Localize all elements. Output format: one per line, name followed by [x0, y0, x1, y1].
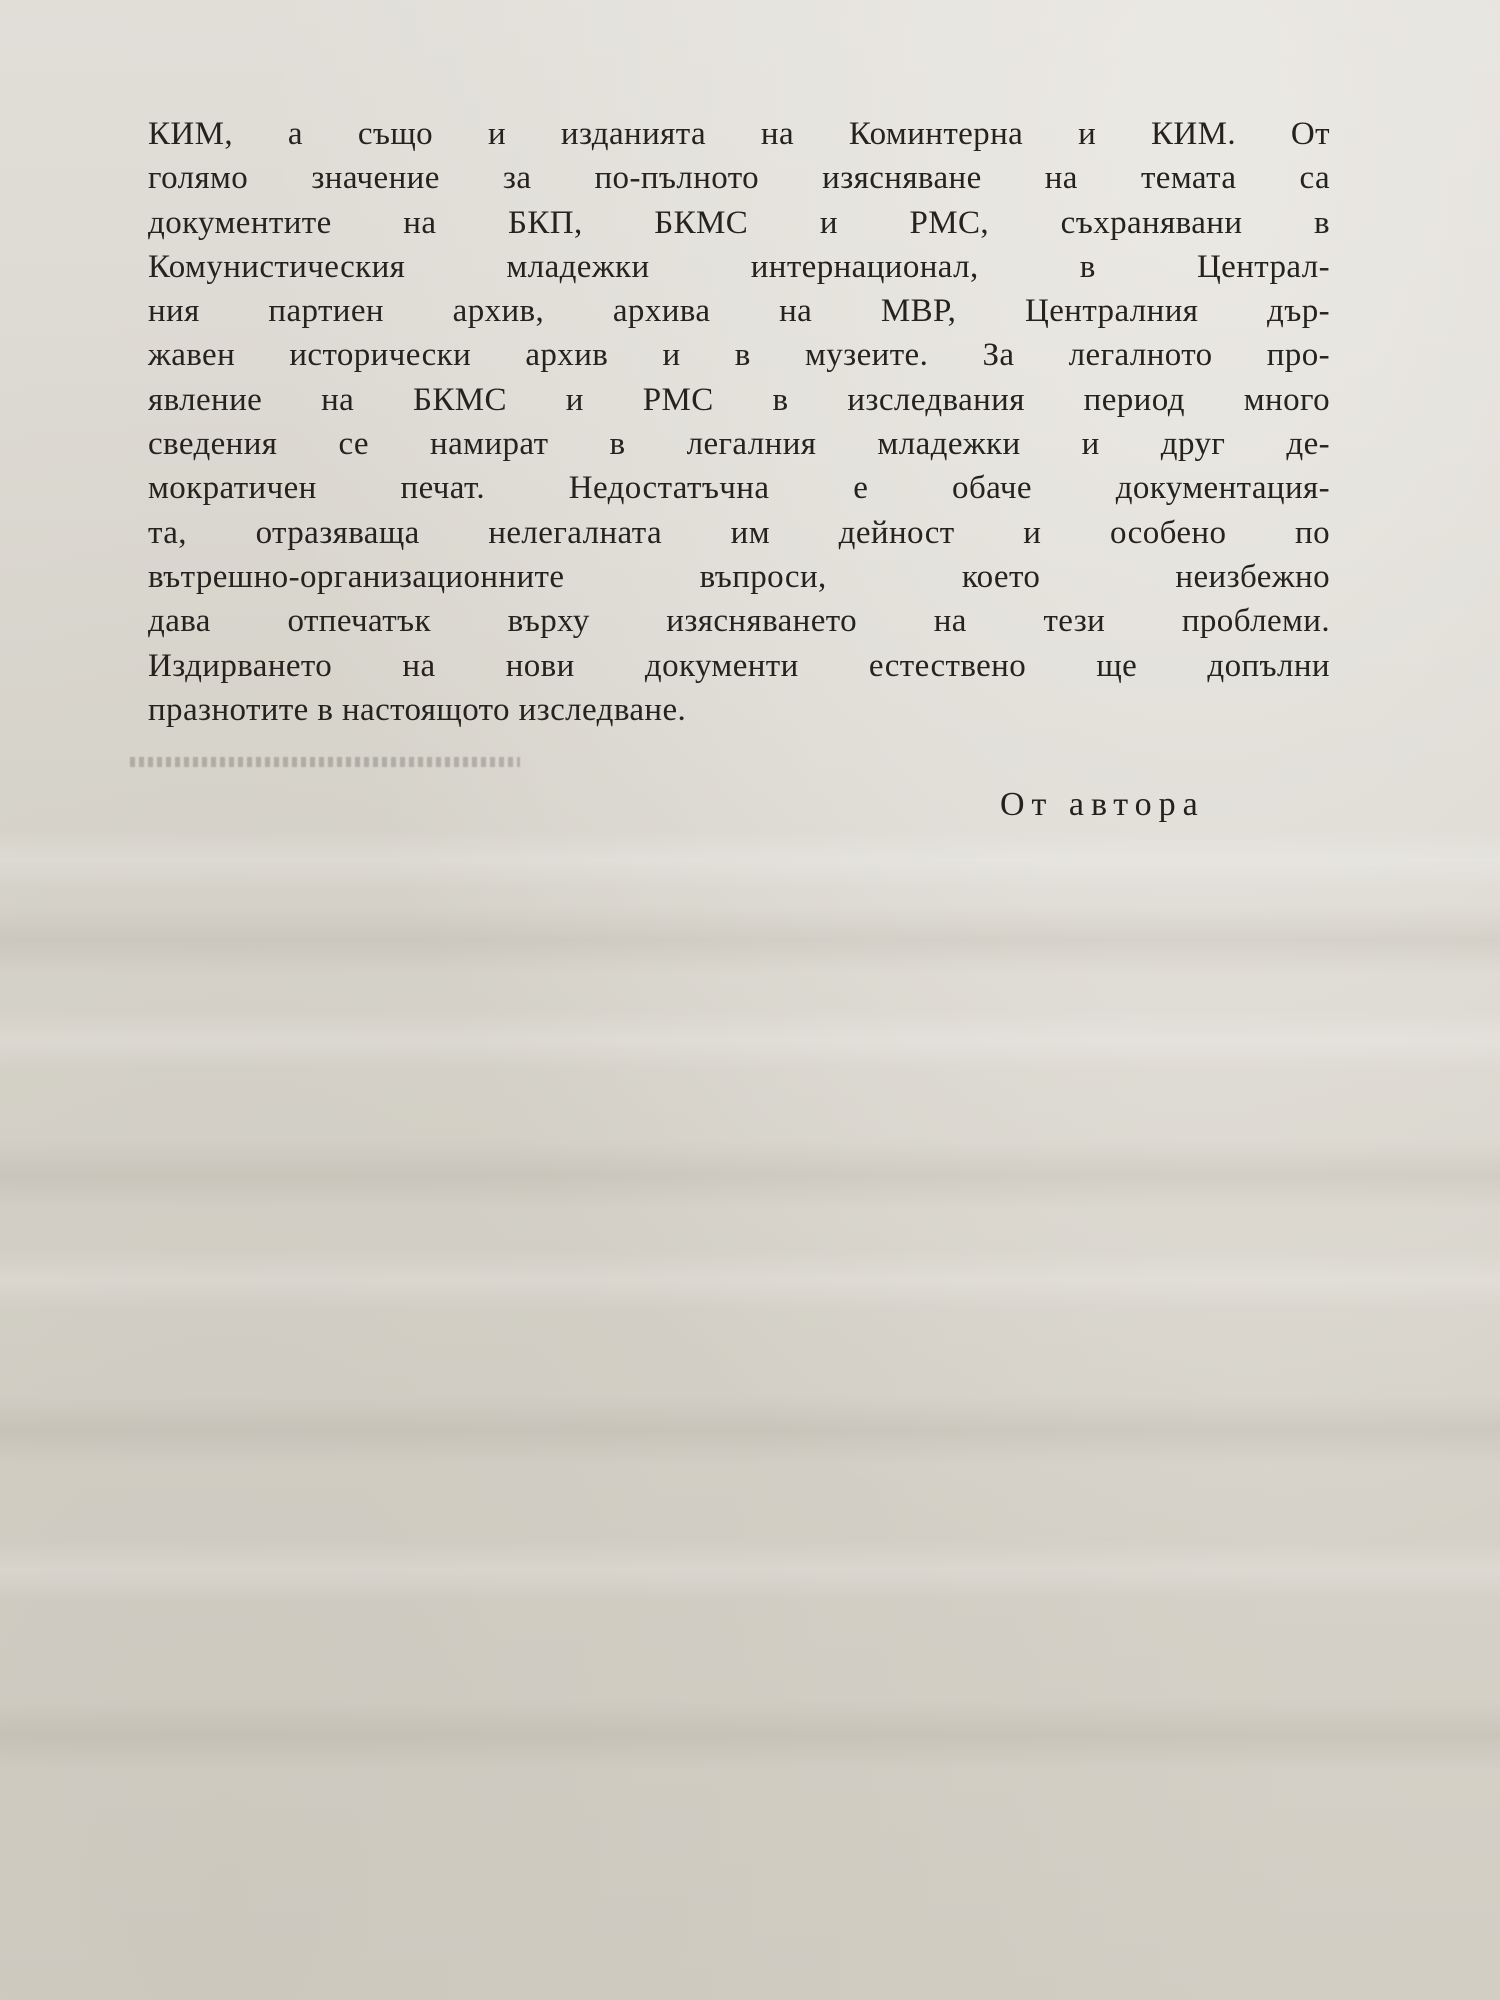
- text-line: мократичен печат. Недостатъчна е обаче документация-: [148, 470, 1330, 507]
- text-line: КИМ, а също и изданията на Коминтерна и КИМ. От: [148, 116, 1330, 152]
- text-line: голямо значение за по-пълното изясняване на темата са: [148, 160, 1330, 197]
- text-line: вътрешно-организационните въпроси, което неизбежно: [148, 558, 1330, 595]
- paper-highlight: [0, 1250, 1500, 1310]
- text-line: документите на БКП, БКМС и РМС, съхранявани в: [148, 204, 1330, 241]
- paper-highlight: [0, 830, 1500, 890]
- text-line: дава отпечатък върху изясняването на тези проблеми.: [148, 603, 1330, 640]
- text-line: Комунистическия младежки интернационал, в Централ-: [148, 248, 1330, 285]
- text-line: ния партиен архив, архива на МВР, Централния дър-: [148, 293, 1330, 330]
- paper-shadow: [0, 1700, 1500, 1770]
- body-paragraph: [148, 112, 1330, 732]
- text-line: празнотите в настоящото изследване.: [148, 691, 687, 728]
- text-line: Издирването на нови документи естествено ще допълни: [148, 647, 1330, 684]
- separator-rule: [130, 757, 520, 767]
- text-line: сведения се намират в легалния младежки и друг де-: [148, 426, 1330, 463]
- text-line: та, отразяваща нелегалната им дейност и особено по: [148, 514, 1330, 551]
- paper-shadow: [0, 905, 1500, 975]
- paper-shadow: [0, 1395, 1500, 1465]
- text-line: явление на БКМС и РМС в изследвания период много: [148, 381, 1330, 418]
- paper-shadow: [0, 1140, 1500, 1210]
- paper-highlight: [0, 1010, 1500, 1070]
- text-line: жавен исторически архив и в музеите. За легалното про-: [148, 337, 1330, 374]
- paper-highlight: [0, 1540, 1500, 1600]
- signature: От автора: [1000, 786, 1205, 823]
